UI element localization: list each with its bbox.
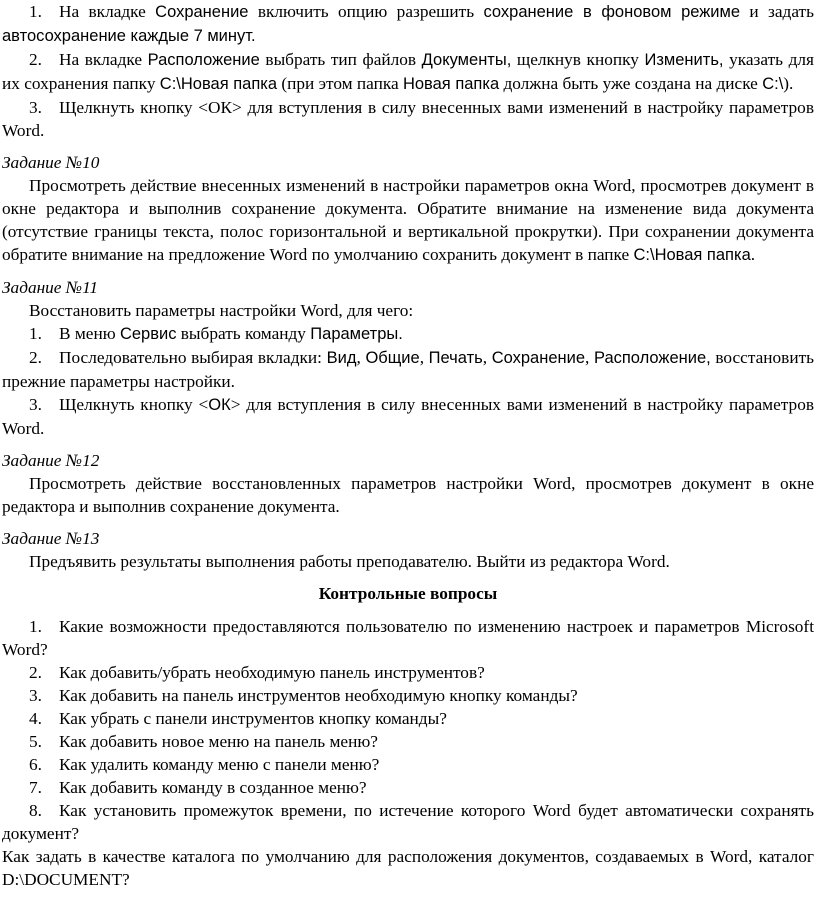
item-number: 1. <box>29 2 42 21</box>
item-number: 2. <box>29 663 42 682</box>
question-item <box>2 661 814 684</box>
text-run: восстановить прежние параметры настройки. <box>2 348 814 391</box>
question-item <box>2 753 814 776</box>
task-heading: Задание №13 <box>2 529 100 548</box>
task-paragraph <box>2 174 814 267</box>
ui-term: автосохранение каждые 7 минут. <box>2 27 256 45</box>
question-text: Как убрать с панели инструментов кнопку команды? <box>59 709 447 728</box>
ui-term: Общие <box>365 349 420 367</box>
ui-term: ОК <box>208 396 231 414</box>
item-number: 3. <box>29 98 42 117</box>
text-run: . <box>750 245 756 264</box>
ui-term: Сохранение <box>491 349 586 367</box>
ui-term: Сервис <box>119 325 177 343</box>
text-run: , <box>482 348 492 367</box>
paragraph-text <box>2 176 814 264</box>
ui-term: Расположение <box>147 51 260 69</box>
item-number: 7. <box>29 778 42 797</box>
question-item-unnumbered: Как задать в качестве каталога по умолчанию для расположения документов, создаваемых в Word, каталог D:\DOCUMENT? <box>2 847 814 889</box>
text-run: , <box>419 348 429 367</box>
question-item <box>2 799 814 845</box>
ui-term: С:\ <box>762 75 784 93</box>
text-run: Просмотреть действие внесенных изменений в настройки параметров окна Word, просмотрев документ в окне редактора и выполнив сохранение документа. Обратите внимание на изменение вида документа (отсутствие границы текста, полос горизонтальной и вертикальной прокрутки). При сохранении документа обратите внимание на предложение Word по умолчанию сохранить документ в папке <box>2 176 814 264</box>
list-item <box>2 96 814 142</box>
section-title: Контрольные вопросы <box>318 584 498 603</box>
question-item <box>2 776 814 799</box>
text-run: На вкладке <box>59 50 148 69</box>
item-number: 3. <box>29 686 42 705</box>
item-number: 2. <box>29 50 42 69</box>
question-text: Как добавить/убрать необходимую панель инструментов? <box>59 663 485 682</box>
text-run: указать для их сохранения папку <box>2 50 814 93</box>
item-text <box>2 2 814 45</box>
task-paragraph: Просмотреть действие восстановленных параметров настройки Word, просмотрев документ в окне редактора и выполнив сохранение документа. <box>2 474 814 516</box>
task-list-top <box>2 0 814 142</box>
list-item <box>2 0 814 48</box>
item-text <box>2 348 814 391</box>
text-run: , <box>585 348 594 367</box>
ui-term: С:\Новая папка <box>159 75 278 93</box>
item-number: 1. <box>29 617 42 636</box>
ui-term: С:\Новая папка <box>633 246 751 264</box>
document-page <box>2 0 814 891</box>
ui-term: сохранение в фоновом режиме <box>483 3 741 21</box>
item-text <box>2 395 814 438</box>
item-number: 5. <box>29 732 42 751</box>
item-number: 1. <box>29 324 42 343</box>
task-heading: Задание №11 <box>2 278 99 297</box>
text-run: > для вступления в силу внесенных вами изменений в настройку параметров Word. <box>2 395 814 438</box>
question-item <box>2 730 814 753</box>
ui-term: Новая папка <box>402 75 500 93</box>
list-item <box>2 322 814 346</box>
text-run: и задать <box>740 2 814 21</box>
text-run: выбрать тип файлов <box>259 50 422 69</box>
task-heading: Задание №10 <box>2 153 100 172</box>
ui-term: Сохранение <box>155 3 249 21</box>
item-number: 6. <box>29 755 42 774</box>
text-run: Щелкнуть кнопку < <box>59 395 209 414</box>
item-text <box>59 324 403 343</box>
question-text: Как установить промежуток времени, по истечение которого Word будет автоматически сохранять документ? <box>2 801 814 843</box>
task-paragraph: Предъявить результаты выполнения работы преподавателю. Выйти из редактора Word. <box>29 552 670 571</box>
ui-term: Вид <box>326 349 357 367</box>
question-text: Какие возможности предоставляются пользователю по изменению настроек и параметров Microsoft Word? <box>2 617 814 659</box>
task-intro: Восстановить параметры настройки Word, для чего: <box>29 301 414 320</box>
text-run: В меню <box>59 324 120 343</box>
ui-term: Печать <box>428 349 483 367</box>
item-number: 8. <box>29 801 42 820</box>
question-item <box>2 684 814 707</box>
ui-term: Документы, <box>421 51 512 69</box>
question-item <box>2 707 814 730</box>
item-text <box>2 98 814 140</box>
question-text: Как добавить новое меню на панель меню? <box>59 732 378 751</box>
question-item <box>2 615 814 661</box>
text-run: выбрать команду <box>176 324 311 343</box>
questions-list <box>2 615 814 891</box>
text-run: Последовательно выбирая вкладки: <box>59 348 327 367</box>
item-number: 2. <box>29 348 42 367</box>
text-run: щелкнув кнопку <box>511 50 645 69</box>
item-text <box>2 50 814 93</box>
question-text: Как удалить команду меню с панели меню? <box>59 755 380 774</box>
text-run: ). <box>783 74 794 93</box>
ui-term: Расположение, <box>593 349 711 367</box>
item-number: 3. <box>29 395 42 414</box>
ui-term: Изменить, <box>644 51 724 69</box>
text-run: Щелкнуть кнопку <ОК> для вступления в силу внесенных вами изменений в настройку параметров Word. <box>2 98 814 140</box>
question-text: Как добавить на панель инструментов необходимую кнопку команды? <box>59 686 578 705</box>
ui-term: Параметры. <box>310 325 403 343</box>
text-run: , <box>356 348 366 367</box>
text-run: включить опцию разрешить <box>248 2 484 21</box>
question-text: Как добавить команду в созданное меню? <box>59 778 367 797</box>
text-run: На вкладке <box>59 2 156 21</box>
list-item <box>2 393 814 440</box>
list-item <box>2 48 814 96</box>
item-number: 4. <box>29 709 42 728</box>
task-heading: Задание №12 <box>2 451 100 470</box>
text-run: (при этом папка <box>277 74 403 93</box>
text-run: должна быть уже создана на диске <box>499 74 763 93</box>
list-item <box>2 346 814 393</box>
